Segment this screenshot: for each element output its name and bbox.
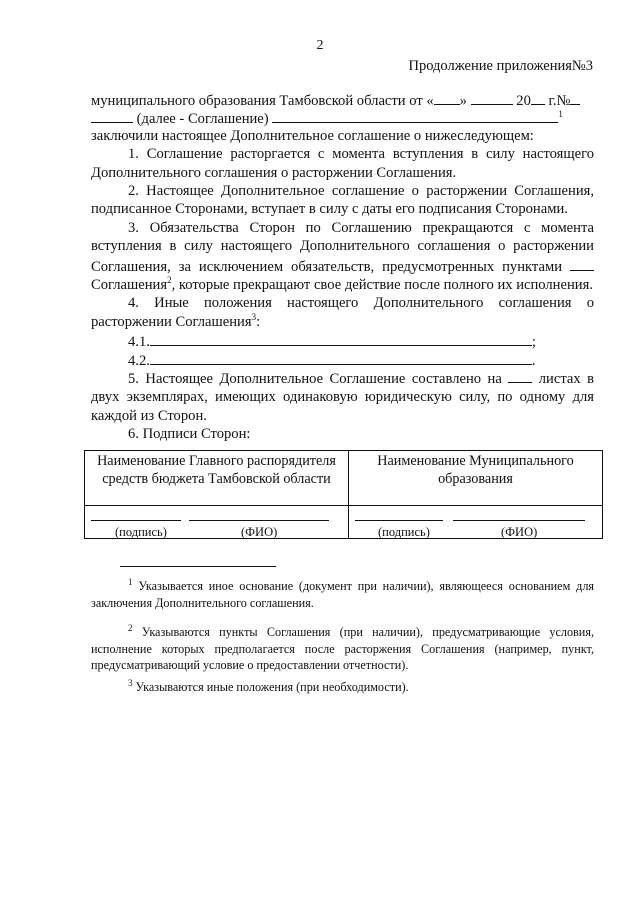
item-1: 1. Соглашение расторгается с момента вступления в силу настоящего Дополнительного соглашения о расторжении Соглашения.	[91, 146, 594, 181]
item-6: 6. Подписи Сторон:	[128, 426, 251, 443]
intro-line-3: заключили настоящее Дополнительное соглашение о нижеследующем:	[91, 127, 534, 144]
item-5-text-a: 5. Настоящее Дополнительное Соглашение составлено на	[128, 371, 502, 388]
points-blank	[570, 256, 594, 271]
intro-line-2	[91, 108, 594, 126]
item-5	[91, 368, 594, 425]
footnote-ref-3: 3	[251, 311, 257, 322]
page-number: 2	[316, 38, 324, 53]
item-4-1-end: ;	[531, 334, 536, 351]
item-4-text: 4. Иные положения настоящего Дополнительного соглашения о расторжении Соглашения	[91, 295, 594, 330]
number-label: г.№	[548, 93, 571, 109]
intro-line-1	[91, 90, 594, 108]
footnote-2	[91, 624, 594, 674]
right-name-line	[453, 520, 585, 521]
left-sign-line	[91, 520, 181, 521]
left-signature-cell	[85, 506, 349, 539]
right-sign-label: (подпись)	[378, 525, 430, 539]
right-name-label: (ФИО)	[501, 525, 538, 539]
item-4-2-label: 4.2.	[128, 352, 150, 369]
left-sign-label: (подпись)	[115, 525, 167, 539]
item-4-1-blank	[150, 331, 532, 346]
footnote-3-mark: 3	[128, 677, 133, 688]
number-blank	[570, 90, 580, 105]
item-4-2-blank	[150, 350, 532, 365]
left-signature-lines	[85, 506, 348, 538]
item-4-colon: :	[256, 313, 261, 330]
item-4-1	[91, 331, 594, 349]
right-signature-lines	[349, 506, 602, 538]
left-name-line	[189, 520, 329, 521]
item-3	[91, 219, 594, 295]
intro-text-1: муниципального образования Тамбовской области от «	[91, 93, 434, 109]
footnote-ref-1: 1	[558, 109, 563, 120]
document-body	[91, 90, 594, 444]
footnote-separator	[120, 566, 276, 567]
year-prefix: 20	[516, 93, 531, 109]
year-blank	[531, 90, 545, 105]
item-3-text-b: Соглашения	[91, 277, 168, 294]
item-4	[91, 294, 594, 331]
signature-table	[84, 450, 603, 539]
footnote-2-text: Указываются пункты Соглашения (при наличии), предусматривающие условия, исполнение которых предполагается после расторжения Соглашения (например, пункт, предусматривающий условие о предоставлении отчетности).	[91, 625, 594, 672]
sheets-blank	[508, 368, 532, 383]
right-signature-cell	[349, 506, 603, 539]
item-4-2-end: .	[531, 352, 536, 369]
month-blank	[471, 90, 513, 105]
party-name-blank	[272, 108, 558, 123]
footnote-3	[91, 679, 594, 696]
item-5-text-b: листах в двух экземплярах, имеющих одинаковую юридическую силу, по одному для каждой из Сторон.	[91, 371, 594, 424]
footnote-ref-2: 2	[167, 275, 172, 286]
right-party-header: Наименование Муниципального образования	[349, 451, 603, 506]
footnote-1	[91, 578, 594, 611]
item-3-text-c: , которые прекращают свое действие после полного их исполнения.	[171, 277, 593, 294]
intro-text-2: (далее - Соглашение)	[136, 111, 269, 128]
item-4-2	[91, 350, 594, 368]
quote-close: »	[459, 93, 467, 109]
footnote-1-mark: 1	[128, 576, 133, 587]
item-3-text-a: 3. Обязательства Сторон по Соглашению прекращаются с момента вступления в силу настоящего Дополнительного соглашения о расторжении Соглашения, за исключением обязательств, предусмотренных пунктами	[91, 219, 594, 275]
footnote-3-text: Указываются иные положения (при необходимости).	[135, 680, 409, 694]
item-4-1-label: 4.1.	[128, 334, 150, 351]
left-name-label: (ФИО)	[241, 525, 278, 539]
right-sign-line	[355, 520, 443, 521]
party-blank	[91, 108, 133, 123]
footnote-1-text: Указывается иное основание (документ при наличии), являющееся основанием для заключения Дополнительного соглашения.	[91, 579, 595, 610]
day-blank	[434, 90, 460, 105]
footnote-2-mark: 2	[128, 622, 133, 633]
appendix-label: Продолжение приложения№3	[408, 58, 593, 74]
left-party-header: Наименование Главного распорядителя средств бюджета Тамбовской области	[85, 451, 349, 506]
item-2: 2. Настоящее Дополнительное соглашение о расторжении Соглашения, подписанное Сторонами, вступает в силу с даты его подписания Сторонами.	[91, 183, 594, 218]
